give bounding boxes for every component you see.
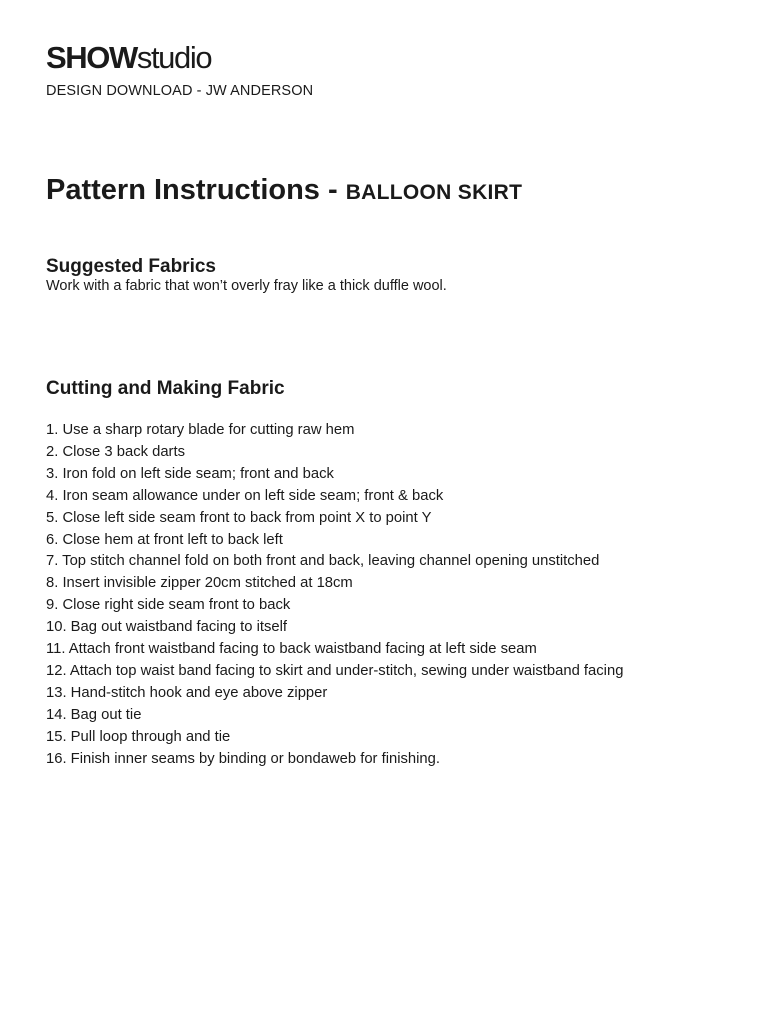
- instruction-step: 8. Insert invisible zipper 20cm stitched at 18cm: [46, 575, 353, 592]
- logo-light-text: studio: [136, 40, 212, 75]
- instruction-step: 16. Finish inner seams by binding or bondaweb for finishing.: [46, 750, 440, 767]
- instruction-step: 11. Attach front waistband facing to back waistband facing at left side seam: [46, 641, 537, 658]
- instruction-step: 13. Hand-stitch hook and eye above zipper: [46, 684, 328, 701]
- showstudio-logo: [46, 40, 211, 76]
- page-title: [46, 172, 522, 211]
- instruction-step: 7. Top stitch channel fold on both front and back, leaving channel opening unstitched: [46, 553, 600, 570]
- instruction-steps-list: [46, 420, 623, 771]
- logo-bold-text: SHOW: [46, 40, 137, 75]
- suggested-fabrics-text: Work with a fabric that won’t overly fray like a thick duffle wool.: [46, 278, 447, 294]
- instruction-step: 1. Use a sharp rotary blade for cutting raw hem: [46, 422, 355, 438]
- instruction-step: 2. Close 3 back darts: [46, 443, 185, 460]
- cutting-and-making-heading: Cutting and Making Fabric: [46, 378, 285, 399]
- page-title-garment: BALLOON SKIRT: [345, 181, 523, 204]
- suggested-fabrics-heading: Suggested Fabrics: [46, 256, 216, 277]
- instruction-step: 12. Attach top waist band facing to skirt and under-stitch, sewing under waistband facing: [46, 662, 624, 679]
- instruction-step: 4. Iron seam allowance under on left side seam; front & back: [46, 487, 444, 504]
- instruction-step: 14. Bag out tie: [46, 706, 142, 723]
- instruction-step: 5. Close left side seam front to back from point X to point Y: [46, 509, 432, 526]
- instruction-step: 9. Close right side seam front to back: [46, 597, 291, 614]
- instruction-step: 15. Pull loop through and tie: [46, 728, 231, 745]
- page-title-main: Pattern Instructions -: [46, 174, 346, 206]
- design-download-subtitle: DESIGN DOWNLOAD - JW ANDERSON: [46, 83, 314, 99]
- instruction-step: 10. Bag out waistband facing to itself: [46, 619, 288, 636]
- instruction-step: 6. Close hem at front left to back left: [46, 531, 283, 548]
- instruction-step: 3. Iron fold on left side seam; front and back: [46, 465, 334, 482]
